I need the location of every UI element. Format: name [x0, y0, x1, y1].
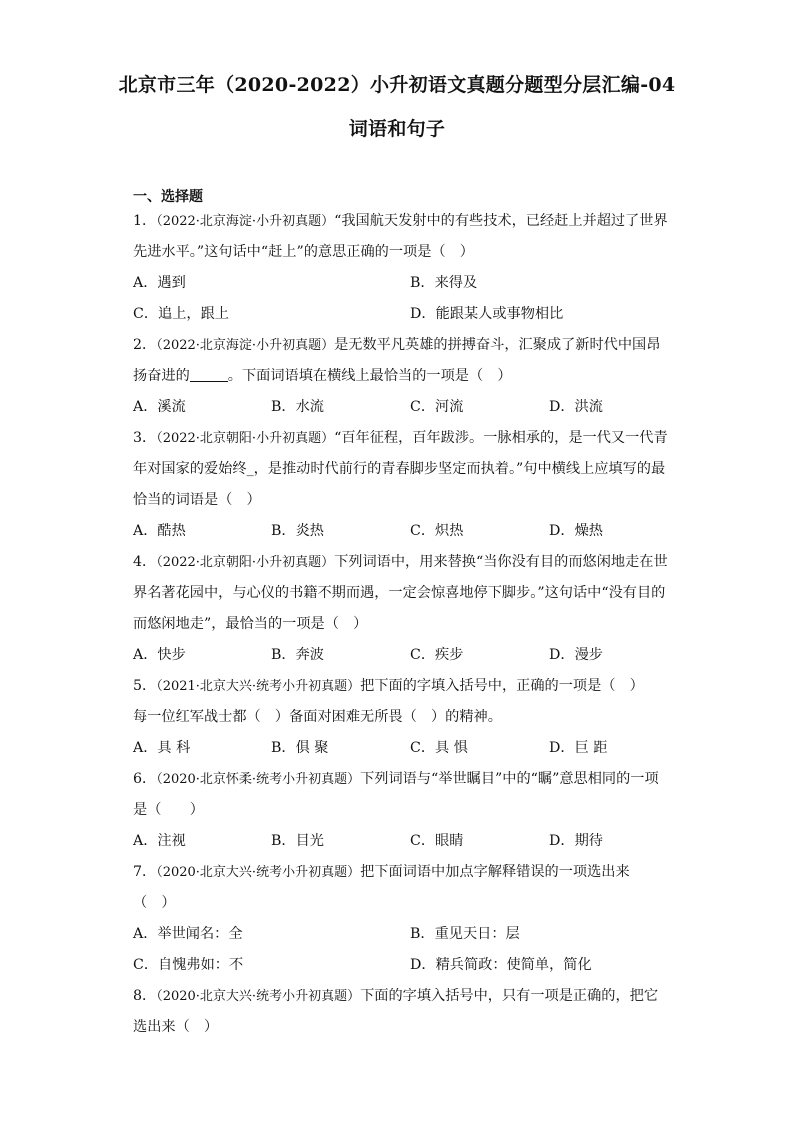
option-a[interactable]: A．遇到 — [133, 275, 186, 291]
question-7: 7．（2020·北京大兴·统考小升初真题）把下面词语中加点字解释错误的一项选出来 （ ） — [133, 864, 630, 911]
option-d[interactable]: D．精兵简政：使简单，简化 — [410, 957, 592, 973]
answer-blank — [190, 367, 228, 382]
option-a[interactable]: A．快步 — [133, 647, 186, 663]
document-title-line-1: 北京市三年（2020-2022）小升初语文真题分题型分层汇编-04 — [118, 74, 676, 96]
question-4: 4．（2022·北京朝阳·小升初真题）下列词语中，用来替换“当你没有目的而悠闲地走在世 界名著花园中，与心仪的书籍不期而遇，一定会惊喜地停下脚步。”这句话中“没有目的 而悠闲地走”，最恰当的一项是（ ） — [133, 554, 668, 632]
question-1-options — [133, 268, 693, 299]
question-7-options — [133, 919, 693, 950]
option-b[interactable]: B．目光 — [271, 833, 324, 849]
option-d[interactable]: D．期待 — [549, 833, 603, 849]
question-4-options — [133, 640, 693, 671]
question-1-options-2 — [133, 299, 693, 330]
question-8: 8．（2020·北京大兴·统考小升初真题）下面的字填入括号中，只有一项是正确的，把它 选出来（ ） — [133, 988, 659, 1035]
option-d[interactable]: D．漫步 — [549, 647, 603, 663]
option-a[interactable]: A．举世闻名：全 — [133, 926, 243, 942]
option-a[interactable]: A．具 科 — [133, 740, 191, 756]
option-b[interactable]: B．重见天日：层 — [410, 926, 520, 942]
option-c[interactable]: C．疾步 — [410, 647, 464, 663]
question-5: 5．（2021·北京大兴·统考小升初真题）把下面的字填入括号中，正确的一项是（ ） 每一位红军战士都（ ）备面对困难无所畏（ ）的精神。 — [133, 678, 644, 725]
question-6-options — [133, 826, 693, 857]
question-5-options — [133, 733, 693, 764]
option-d[interactable]: D．洪流 — [549, 399, 603, 415]
document-title-line-2: 词语和句子 — [348, 118, 446, 140]
option-c[interactable]: C．自愧弗如：不 — [133, 957, 244, 973]
option-b[interactable]: B．俱 聚 — [271, 740, 329, 756]
section-heading: 一、选择题 — [133, 189, 203, 205]
option-c[interactable]: C．河流 — [410, 399, 464, 415]
option-b[interactable]: B．来得及 — [410, 275, 478, 291]
option-a[interactable]: A．注视 — [133, 833, 186, 849]
option-a[interactable]: A．酷热 — [133, 523, 186, 539]
option-b[interactable]: B．奔波 — [271, 647, 324, 663]
option-b[interactable]: B．炎热 — [271, 523, 324, 539]
question-2-options — [133, 392, 693, 423]
option-c[interactable]: C．具 惧 — [410, 740, 468, 756]
option-d[interactable]: D．能跟某人或事物相比 — [410, 306, 564, 322]
question-7-options-2 — [133, 950, 693, 981]
question-2: 2．（2022·北京海淀·小升初真题）是无数平凡英雄的拼搏奋斗，汇聚成了新时代中国昂 扬奋进的 。下面词语填在横线上最恰当的一项是（ ） — [133, 337, 661, 384]
option-c[interactable]: C．炽热 — [410, 523, 464, 539]
question-3-options — [133, 516, 693, 547]
option-c[interactable]: C．眼睛 — [410, 833, 464, 849]
question-1: 1．（2022·北京海淀·小升初真题）“我国航天发射中的有些技术，已经赶上并超过了世界 先进水平。”这句话中“赶上”的意思正确的一项是（ ） — [133, 213, 668, 260]
option-a[interactable]: A．溪流 — [133, 399, 186, 415]
option-d[interactable]: D．巨 距 — [549, 740, 608, 756]
question-3: 3．（2022·北京朝阳·小升初真题）“百年征程，百年跋涉。一脉相承的，是一代又一代青 年对国家的爱始终_，是推动时代前行的青春脚步坚定而执着。”句中横线上应填写的最 恰当的词语是（ ） — [133, 430, 668, 508]
option-d[interactable]: D．燥热 — [549, 523, 603, 539]
question-6: 6．（2020·北京怀柔·统考小升初真题）下列词语与“举世瞩目”中的“瞩”意思相同的一项 是（ ） — [133, 771, 659, 818]
option-b[interactable]: B．水流 — [271, 399, 324, 415]
option-c[interactable]: C．追上，跟上 — [133, 306, 229, 322]
